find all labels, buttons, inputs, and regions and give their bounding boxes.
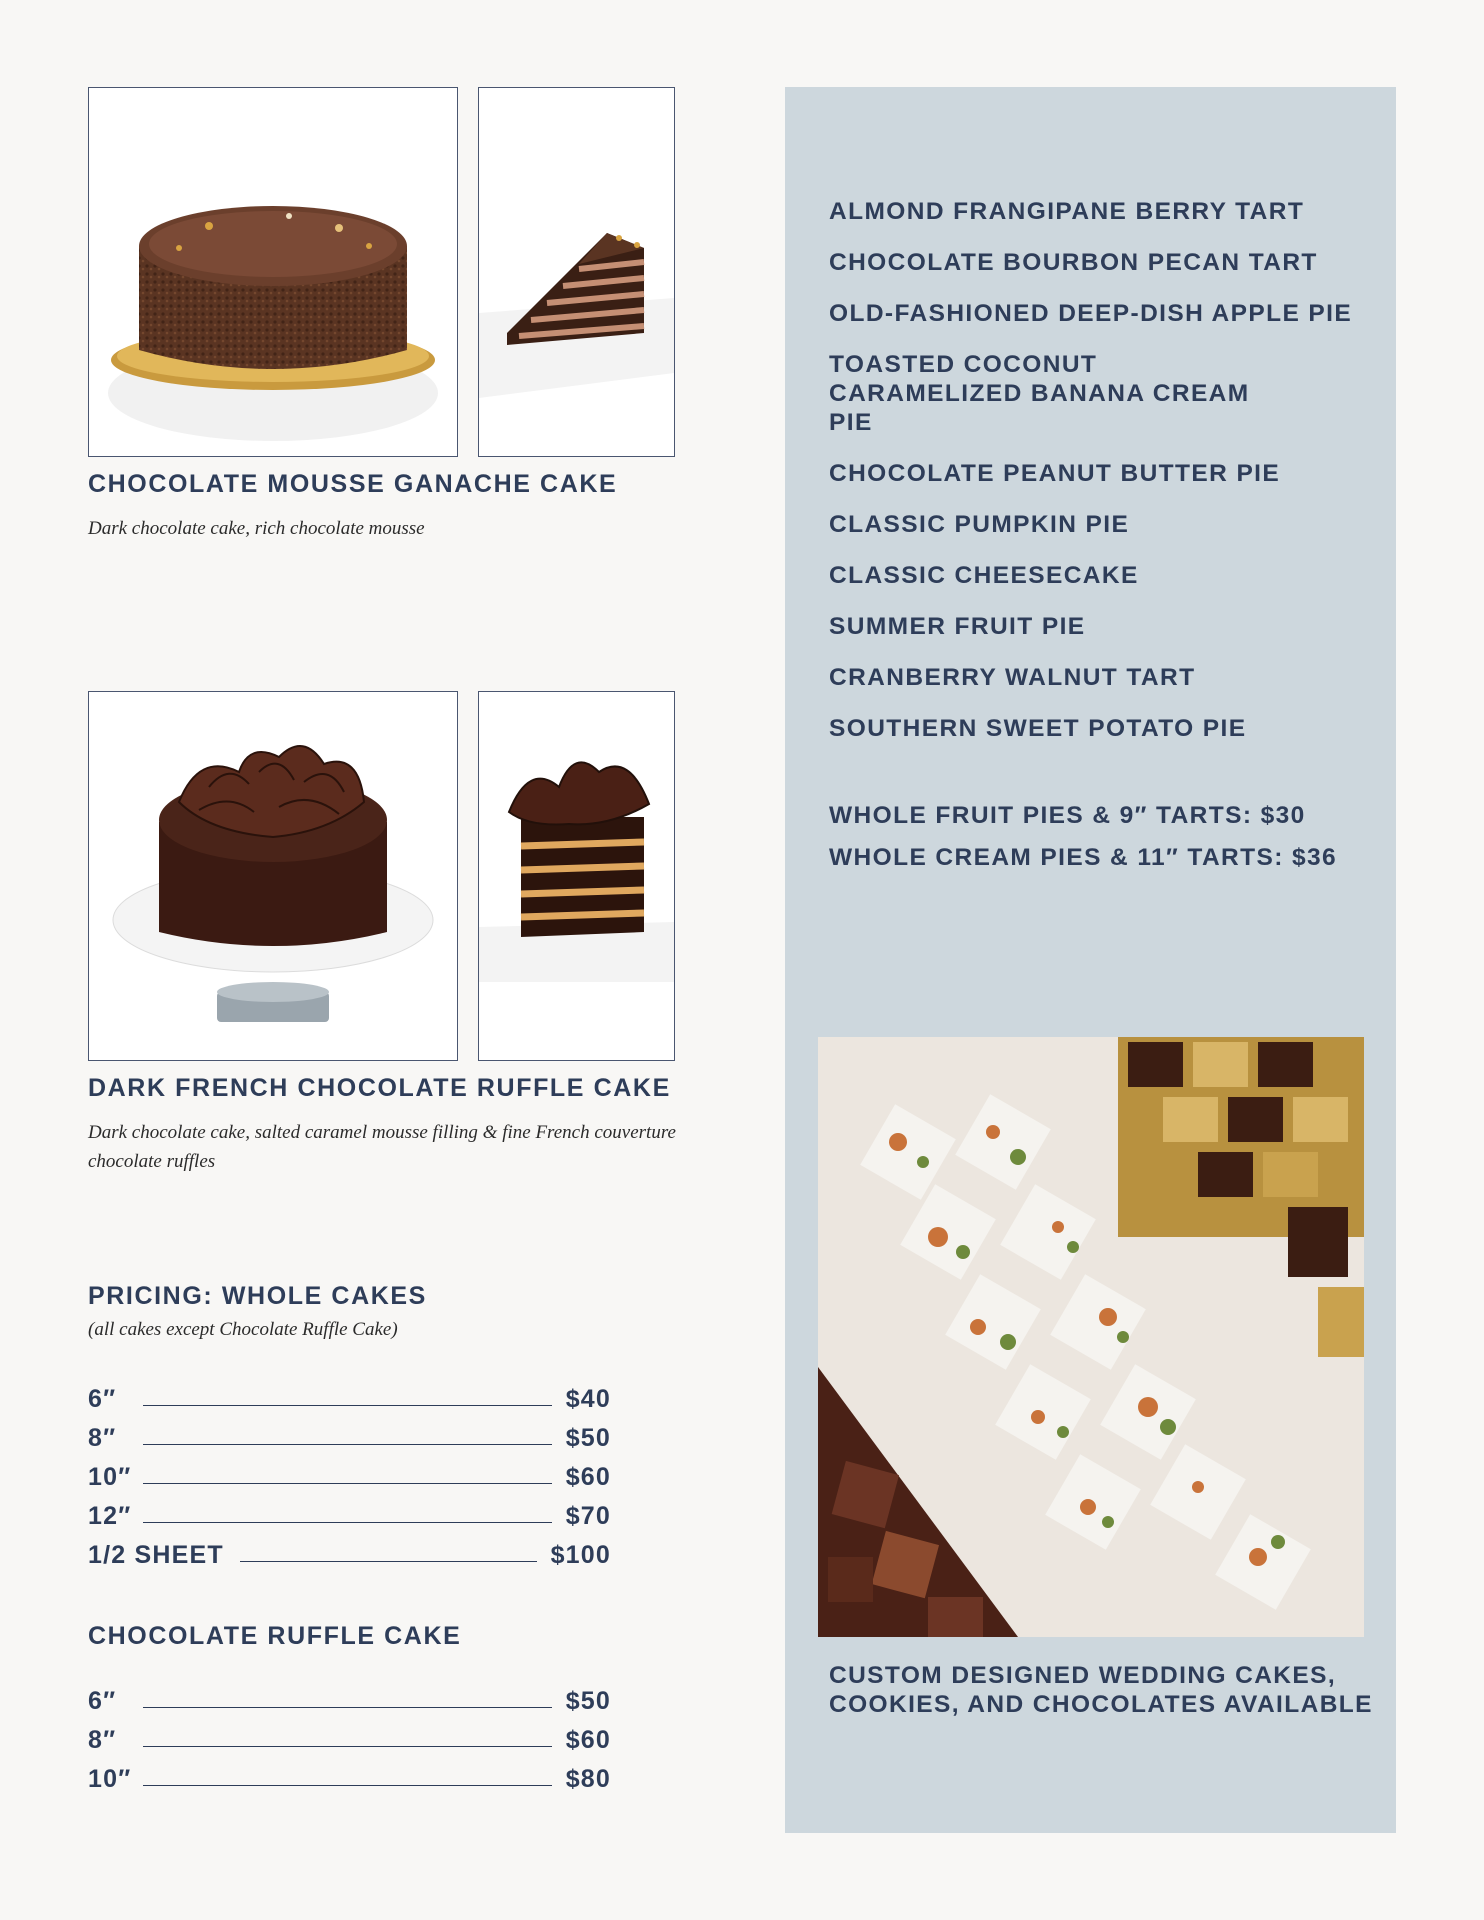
ruffle-cake-whole-photo (88, 691, 458, 1061)
dotted-leader (143, 1522, 552, 1523)
size-label: 8″ (88, 1726, 117, 1754)
whole-cakes-pricing-title: PRICING: WHOLE CAKES (88, 1282, 427, 1310)
whole-cakes-pricing-note: (all cakes except Chocolate Ruffle Cake) (88, 1319, 398, 1340)
dotted-leader (143, 1405, 552, 1406)
cream-pie-pricing: WHOLE CREAM PIES & 11″ TARTS: $36 (829, 844, 1338, 871)
ruffle-cake-title: DARK FRENCH CHOCOLATE RUFFLE CAKE (88, 1074, 671, 1102)
list-item: ALMOND FRANGIPANE BERRY TART (829, 198, 1305, 225)
ruffle-cake-slice-photo (478, 691, 675, 1061)
pies-side-panel (785, 87, 1396, 1833)
price-row (88, 1716, 611, 1755)
dotted-leader (143, 1785, 552, 1786)
size-label: 6″ (88, 1687, 117, 1715)
mousse-cake-slice-photo (478, 87, 675, 457)
price-row (88, 1375, 611, 1414)
price-row (88, 1492, 611, 1531)
size-label: 10″ (88, 1463, 132, 1491)
whole-cakes-price-list (88, 1375, 611, 1570)
list-item: SUMMER FRUIT PIE (829, 613, 1086, 640)
price-value: $60 (565, 1463, 611, 1491)
dotted-leader (143, 1483, 552, 1484)
list-item: SOUTHERN SWEET POTATO PIE (829, 715, 1247, 742)
ruffle-cake-price-list (88, 1677, 611, 1794)
mousse-cake-description: Dark chocolate cake, rich chocolate mousse (88, 518, 425, 539)
list-item: CLASSIC CHEESECAKE (829, 562, 1139, 589)
dotted-leader (143, 1746, 552, 1747)
custom-note-line-1: CUSTOM DESIGNED WEDDING CAKES, (829, 1662, 1337, 1689)
ruffle-cake-pricing-title: CHOCOLATE RUFFLE CAKE (88, 1622, 462, 1650)
price-value: $50 (565, 1424, 611, 1452)
dotted-leader (143, 1707, 552, 1708)
price-row (88, 1453, 611, 1492)
list-item: TOASTED COCONUT CARAMELIZED BANANA CREAM PIE (829, 351, 1250, 436)
fruit-pie-pricing: WHOLE FRUIT PIES & 9″ TARTS: $30 (829, 802, 1306, 829)
ruffle-cake-description: Dark chocolate cake, salted caramel mousse filling & fine French couverture chocolate ruffles (88, 1122, 676, 1172)
list-item: OLD-FASHIONED DEEP-DISH APPLE PIE (829, 300, 1353, 327)
pie-list (829, 197, 1389, 765)
custom-note-line-2: COOKIES, AND CHOCOLATES AVAILABLE (829, 1691, 1373, 1718)
price-row (88, 1414, 611, 1453)
chocolates-photo (818, 1037, 1364, 1637)
price-value: $80 (565, 1765, 611, 1793)
list-item: CLASSIC PUMPKIN PIE (829, 511, 1130, 538)
mousse-cake-whole-photo (88, 87, 458, 457)
price-row (88, 1677, 611, 1716)
size-label: 12″ (88, 1502, 132, 1530)
price-value: $70 (565, 1502, 611, 1530)
price-row (88, 1755, 611, 1794)
price-row (88, 1531, 611, 1570)
price-value: $50 (565, 1687, 611, 1715)
size-label: 6″ (88, 1385, 117, 1413)
price-value: $40 (565, 1385, 611, 1413)
dotted-leader (143, 1444, 552, 1445)
mousse-cake-title: CHOCOLATE MOUSSE GANACHE CAKE (88, 470, 618, 498)
size-label: 10″ (88, 1765, 132, 1793)
list-item: CHOCOLATE PEANUT BUTTER PIE (829, 460, 1281, 487)
price-value: $100 (550, 1541, 611, 1569)
dotted-leader (240, 1561, 537, 1562)
custom-designed-note (829, 1661, 1389, 1719)
list-item: CRANBERRY WALNUT TART (829, 664, 1196, 691)
size-label: 1/2 SHEET (88, 1541, 224, 1569)
size-label: 8″ (88, 1424, 117, 1452)
list-item: CHOCOLATE BOURBON PECAN TART (829, 249, 1318, 276)
price-value: $60 (565, 1726, 611, 1754)
